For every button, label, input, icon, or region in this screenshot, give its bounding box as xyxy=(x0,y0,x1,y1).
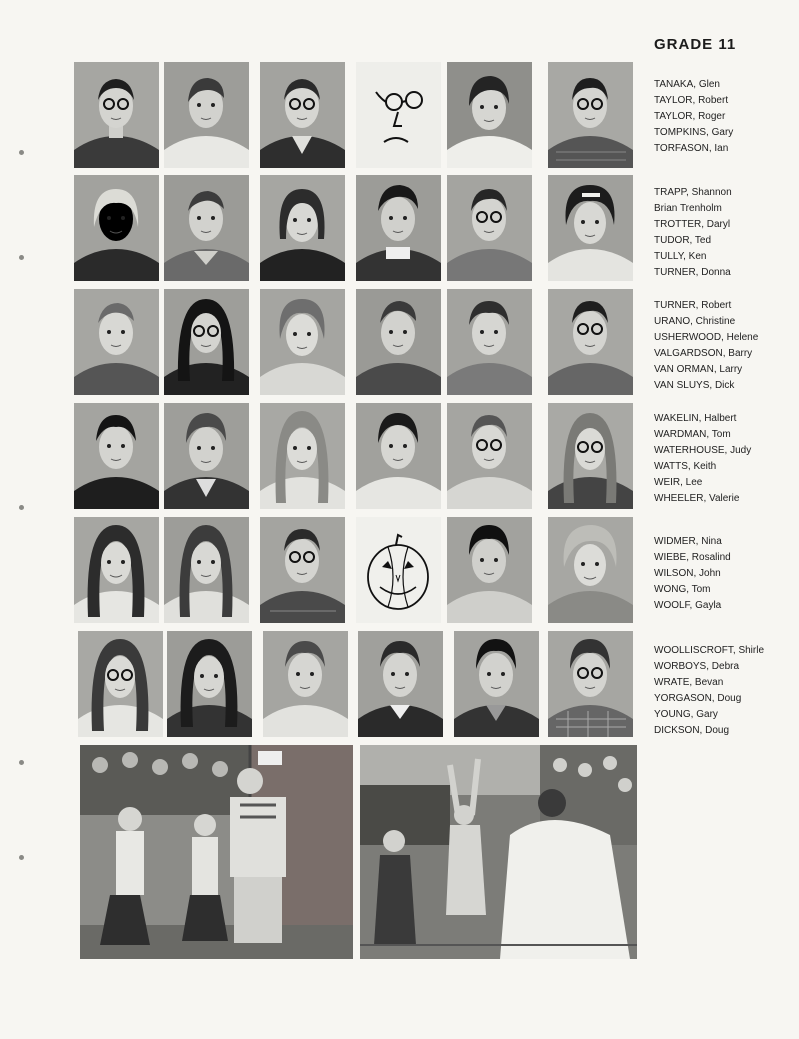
name-list-4 xyxy=(654,411,794,507)
student-portrait xyxy=(260,289,345,395)
student-portrait xyxy=(74,175,159,281)
student-name: VAN ORMAN, Larry xyxy=(654,364,743,375)
student-name: USHERWOOD, Helene xyxy=(654,332,759,343)
student-name: VALGARDSON, Barry xyxy=(654,348,753,359)
cheerleaders-photo xyxy=(80,745,353,959)
name-list-5 xyxy=(654,534,794,614)
student-portrait xyxy=(260,403,345,509)
name-list-1 xyxy=(654,77,794,157)
student-name: WEIR, Lee xyxy=(654,477,703,488)
student-name: TAYLOR, Robert xyxy=(654,95,729,106)
student-name: Brian Trenholm xyxy=(654,203,722,214)
student-name: TORFASON, Ian xyxy=(654,143,729,154)
binder-hole xyxy=(19,760,24,765)
student-portrait xyxy=(260,175,345,281)
student-name: TROTTER, Daryl xyxy=(654,219,731,230)
student-name: VAN SLUYS, Dick xyxy=(654,380,735,391)
photo-row-4 xyxy=(74,403,636,509)
student-name: TOMPKINS, Gary xyxy=(654,127,734,138)
student-portrait xyxy=(260,517,345,623)
student-portrait xyxy=(74,62,159,168)
student-name: TURNER, Donna xyxy=(654,267,731,278)
student-portrait xyxy=(548,517,633,623)
student-portrait xyxy=(447,403,532,509)
student-portrait xyxy=(260,62,345,168)
student-portrait xyxy=(164,403,249,509)
student-portrait xyxy=(263,631,348,737)
glasses-doodle xyxy=(356,62,441,168)
photo-row-1 xyxy=(74,62,636,168)
student-name: WATTS, Keith xyxy=(654,461,717,472)
student-name: WRATE, Bevan xyxy=(654,677,724,688)
student-name: WILSON, John xyxy=(654,568,721,579)
student-portrait xyxy=(447,289,532,395)
binder-hole xyxy=(19,255,24,260)
name-list-6 xyxy=(654,643,794,739)
photo-row-2 xyxy=(74,175,636,281)
student-portrait xyxy=(447,517,532,623)
student-portrait xyxy=(548,62,633,168)
student-name: WOOLLISCROFT, Shirle xyxy=(654,645,765,656)
student-portrait xyxy=(447,62,532,168)
name-list-3 xyxy=(654,298,794,394)
student-portrait xyxy=(74,517,159,623)
student-portrait xyxy=(454,631,539,737)
student-name: TULLY, Ken xyxy=(654,251,707,262)
student-name: TANAKA, Glen xyxy=(654,79,720,90)
student-name: TUDOR, Ted xyxy=(654,235,712,246)
student-name: YOUNG, Gary xyxy=(654,709,718,720)
student-portrait xyxy=(164,62,249,168)
student-portrait xyxy=(548,175,633,281)
student-portrait xyxy=(74,403,159,509)
binder-hole xyxy=(19,150,24,155)
photo-row-5 xyxy=(74,517,636,623)
binder-hole xyxy=(19,505,24,510)
student-name: TURNER, Robert xyxy=(654,300,732,311)
student-name: URANO, Christine xyxy=(654,316,736,327)
name-list-2 xyxy=(654,185,794,281)
student-portrait xyxy=(164,517,249,623)
student-portrait xyxy=(548,289,633,395)
student-name: WAKELIN, Halbert xyxy=(654,413,737,424)
student-portrait xyxy=(548,631,633,737)
student-name: WIDMER, Nina xyxy=(654,536,722,547)
student-name: WOOLF, Gayla xyxy=(654,600,722,611)
student-name: WATERHOUSE, Judy xyxy=(654,445,752,456)
binder-hole xyxy=(19,855,24,860)
jack-o-lantern-drawing xyxy=(356,517,441,623)
page-title: GRADE 11 xyxy=(654,36,737,53)
student-name: WARDMAN, Tom xyxy=(654,429,731,440)
student-portrait xyxy=(356,175,441,281)
student-name: TRAPP, Shannon xyxy=(654,187,732,198)
student-name: DICKSON, Doug xyxy=(654,725,730,736)
student-portrait xyxy=(167,631,252,737)
student-name: WORBOYS, Debra xyxy=(654,661,740,672)
student-name: WONG, Tom xyxy=(654,584,711,595)
student-portrait xyxy=(356,403,441,509)
student-portrait xyxy=(164,175,249,281)
student-portrait xyxy=(358,631,443,737)
student-portrait xyxy=(78,631,163,737)
student-portrait xyxy=(164,289,249,395)
student-portrait xyxy=(74,289,159,395)
student-name: YORGASON, Doug xyxy=(654,693,742,704)
student-name: WHEELER, Valerie xyxy=(654,493,740,504)
student-name: TAYLOR, Roger xyxy=(654,111,726,122)
photo-row-6 xyxy=(74,631,636,737)
photo-row-3 xyxy=(74,289,636,395)
basketball-game-photo xyxy=(360,745,637,959)
student-name: WIEBE, Rosalind xyxy=(654,552,731,563)
student-portrait xyxy=(356,289,441,395)
student-portrait xyxy=(447,175,532,281)
student-portrait xyxy=(548,403,633,509)
